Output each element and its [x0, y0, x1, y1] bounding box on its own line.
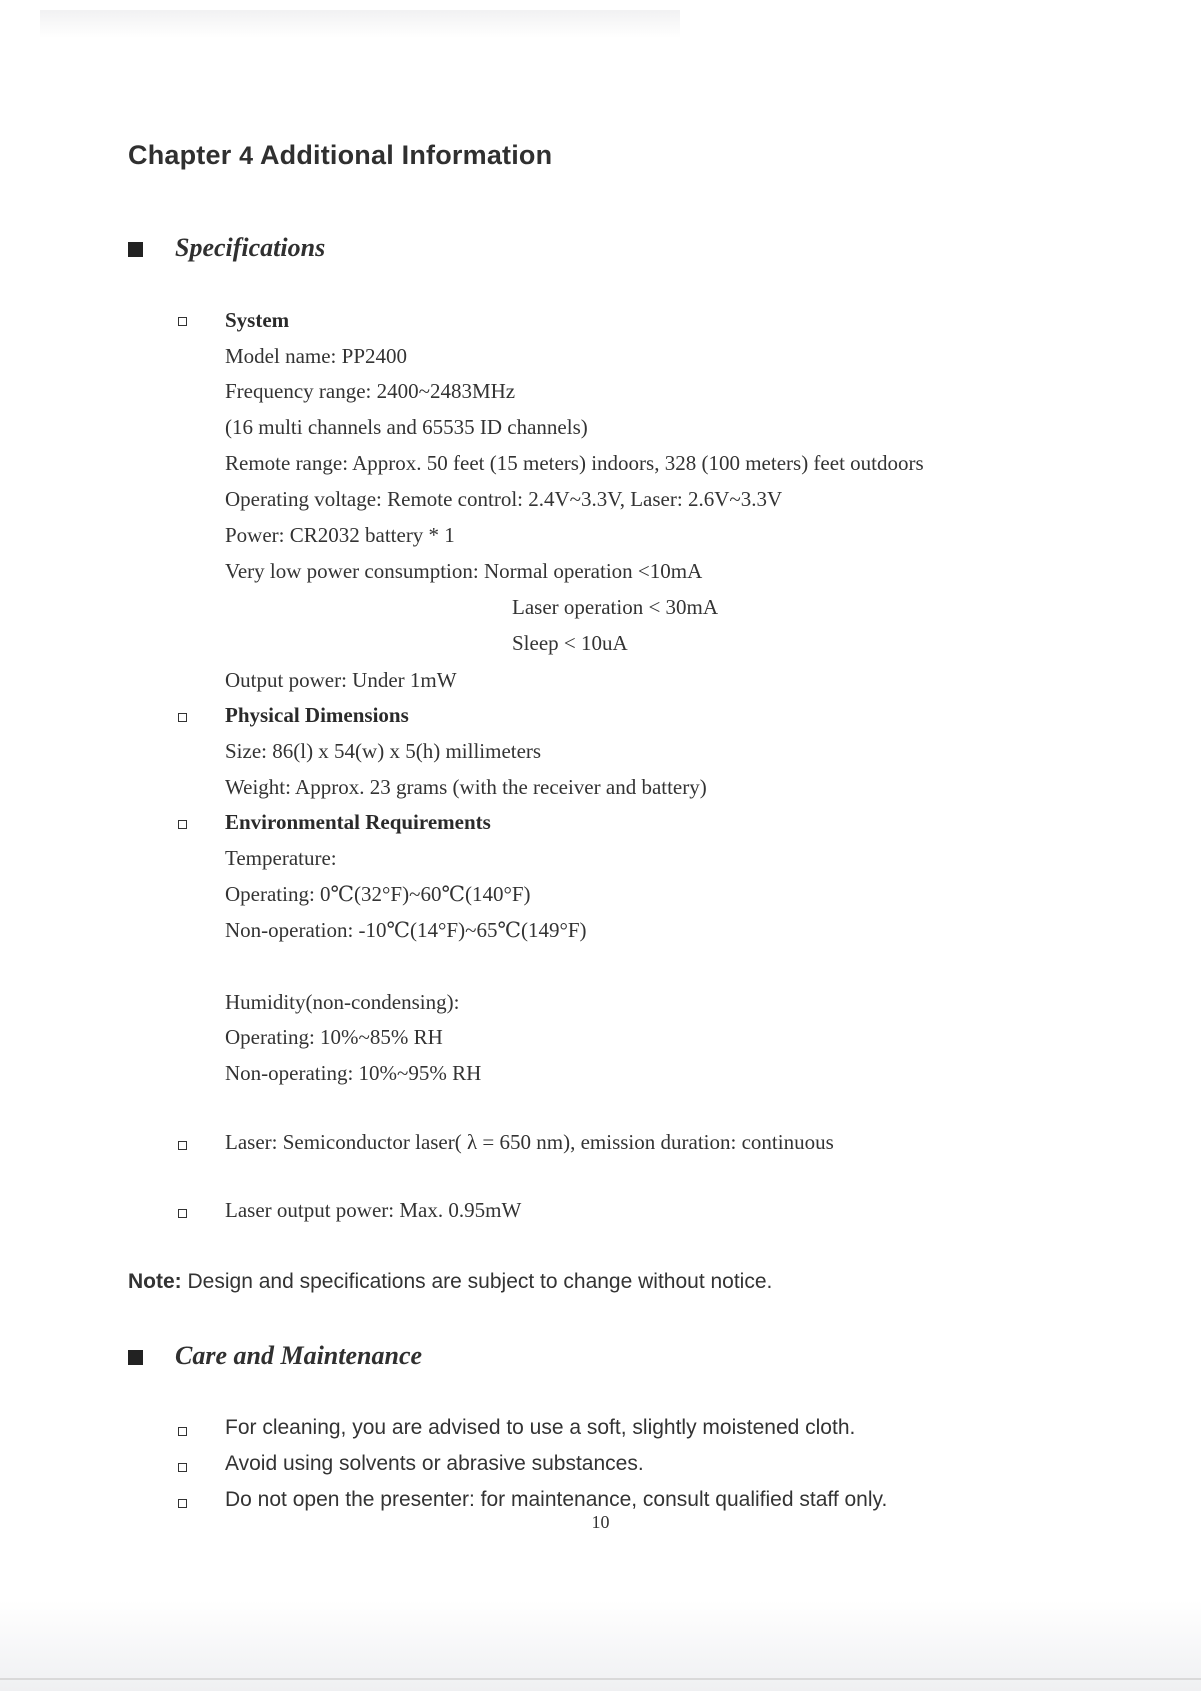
- laser-line: Laser: Semiconductor laser( λ = 650 nm), emission duration: continuous: [225, 1130, 834, 1154]
- bottom-rule: [0, 1678, 1201, 1680]
- environmental-title: Environmental Requirements: [225, 810, 491, 834]
- care-item: Do not open the presenter: for maintenance, consult qualified staff only.: [225, 1488, 888, 1511]
- humidity-line: Non-operating: 10%~95% RH: [225, 1061, 482, 1085]
- humidity-line: Operating: 10%~85% RH: [225, 1025, 443, 1049]
- square-bullet-icon: [128, 242, 143, 257]
- physical-dimensions-title: Physical Dimensions: [225, 703, 409, 727]
- humidity-line: Humidity(non-condensing):: [225, 990, 460, 1014]
- system-line: Model name: PP2400: [225, 344, 407, 368]
- output-power-line: Output power: Under 1mW: [225, 668, 457, 692]
- hollow-bullet-icon: [178, 1463, 187, 1472]
- system-line: (16 multi channels and 65535 ID channels): [225, 415, 588, 439]
- chapter-label: Chapter: [128, 140, 232, 170]
- laser-output-line: Laser output power: Max. 0.95mW: [225, 1198, 522, 1222]
- page-number: 10: [591, 1512, 610, 1532]
- care-item: For cleaning, you are advised to use a soft, slightly moistened cloth.: [225, 1416, 856, 1439]
- system-title: System: [225, 308, 290, 332]
- hollow-bullet-icon: [178, 1427, 187, 1436]
- specifications-heading: [128, 233, 325, 263]
- hollow-bullet-icon: [178, 1209, 187, 1218]
- temperature-line: Operating: 0℃(32°F)~60℃(140°F): [225, 882, 531, 906]
- care-heading: [128, 1341, 422, 1371]
- square-bullet-icon: [128, 1350, 143, 1365]
- system-line: Remote range: Approx. 50 feet (15 meters) indoors, 328 (100 meters) feet outdoors: [225, 451, 924, 475]
- note-text: Design and specifications are subject to change without notice.: [181, 1270, 773, 1293]
- hollow-bullet-icon: [178, 1499, 187, 1508]
- system-line: Operating voltage: Remote control: 2.4V~3.3V, Laser: 2.6V~3.3V: [225, 487, 783, 511]
- care-title: Care and Maintenance: [175, 1341, 423, 1370]
- system-line: Power: CR2032 battery * 1: [225, 523, 455, 547]
- physical-line: Size: 86(l) x 54(w) x 5(h) millimeters: [225, 739, 542, 763]
- temperature-line: Non-operation: -10℃(14°F)~65℃(149°F): [225, 918, 587, 942]
- hollow-bullet-icon: [178, 713, 187, 722]
- care-item: Avoid using solvents or abrasive substances.: [225, 1452, 644, 1475]
- specifications-title: Specifications: [175, 233, 326, 262]
- chapter-title: [128, 140, 552, 171]
- system-line: Frequency range: 2400~2483MHz: [225, 379, 516, 403]
- system-indented-line: Sleep < 10uA: [512, 631, 628, 655]
- hollow-bullet-icon: [178, 1141, 187, 1150]
- scan-shadow-top: [40, 10, 680, 38]
- hollow-bullet-icon: [178, 317, 187, 326]
- system-line: Very low power consumption: Normal operation <10mA: [225, 559, 703, 583]
- hollow-bullet-icon: [178, 820, 187, 829]
- chapter-name: Additional Information: [259, 140, 553, 170]
- temperature-line: Temperature:: [225, 846, 337, 870]
- system-indented-line: Laser operation < 30mA: [512, 595, 719, 619]
- physical-line: Weight: Approx. 23 grams (with the receiver and battery): [225, 775, 707, 799]
- note: [128, 1270, 772, 1294]
- note-label: Note:: [128, 1270, 182, 1293]
- chapter-number: 4: [239, 142, 254, 170]
